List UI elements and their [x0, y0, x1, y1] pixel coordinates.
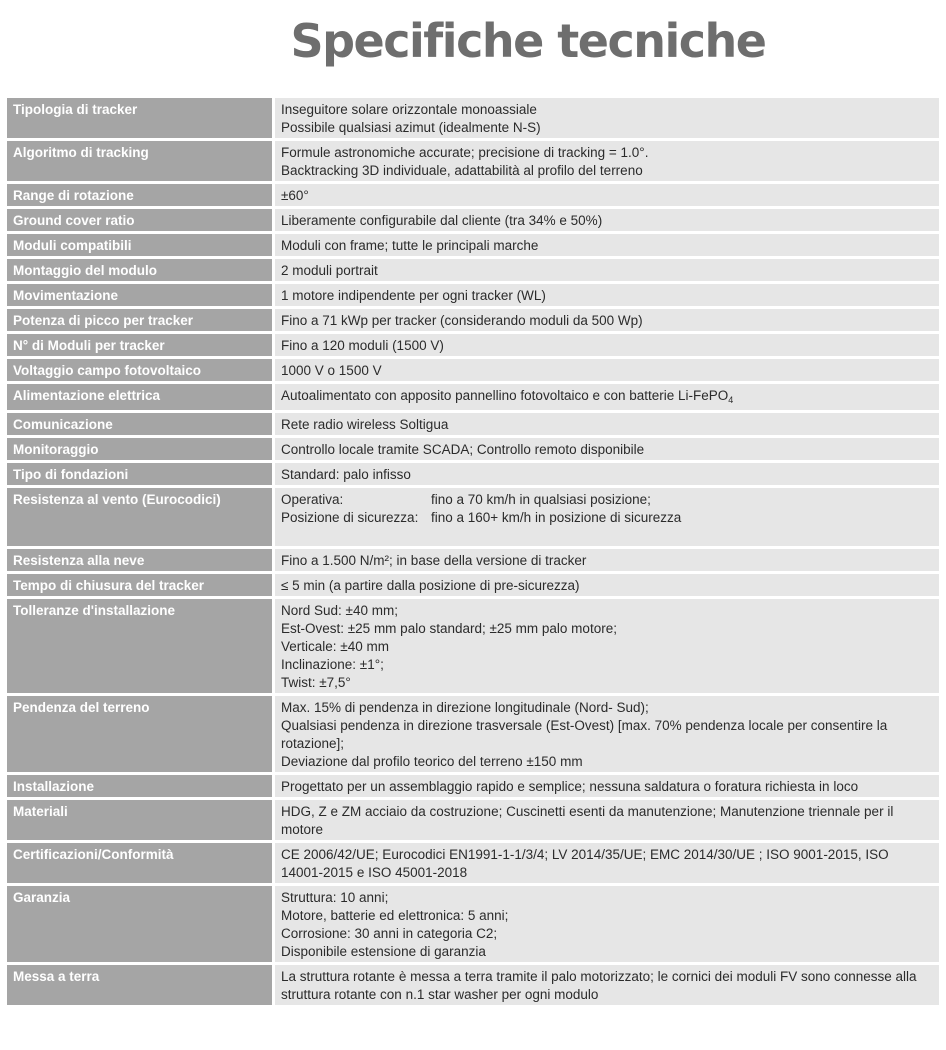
spec-sub-value: fino a 160+ km/h in posizione di sicurezza: [431, 510, 682, 525]
spec-value: [275, 284, 939, 306]
spec-label: Ground cover ratio: [7, 209, 275, 231]
spec-value: [275, 696, 939, 772]
spec-value-text: Possibile qualsiasi azimut (idealmente N-S): [281, 120, 541, 135]
spec-row: [7, 413, 939, 435]
spec-value-text: Twist: ±7,5°: [281, 675, 351, 690]
spec-value-text: Liberamente configurabile dal cliente (tra 34% e 50%): [281, 213, 603, 228]
spec-value-text: Disponibile estensione di garanzia: [281, 944, 486, 959]
spec-value-text: La struttura rotante è messa a terra tramite il palo motorizzato; le cornici dei moduli FV sono connesse alla struttura rotante con n.1 star washer per ogni modulo: [281, 969, 917, 1002]
spec-value-line: [281, 907, 933, 925]
spec-value-line: [281, 491, 933, 509]
spec-value: [275, 359, 939, 381]
spec-value-text: Standard: palo infisso: [281, 467, 411, 482]
spec-row: [7, 334, 939, 356]
spec-value-line: [281, 441, 933, 459]
spec-value-line: [281, 237, 933, 255]
spec-value: [275, 259, 939, 281]
spec-value-text: Fino a 1.500 N/m²; in base della versione di tracker: [281, 553, 587, 568]
spec-value-line: [281, 287, 933, 305]
spec-value-line: [281, 753, 933, 771]
spec-row: [7, 141, 939, 181]
spec-row: [7, 775, 939, 797]
spec-value-line: [281, 552, 933, 570]
spec-value: [275, 886, 939, 962]
spec-value-text: Formule astronomiche accurate; precisione di tracking = 1.0°.: [281, 145, 649, 160]
spec-label: Comunicazione: [7, 413, 275, 435]
spec-row: [7, 438, 939, 460]
spec-value-line: [281, 778, 933, 796]
spec-value-line: [281, 337, 933, 355]
spec-value-text: 1000 V o 1500 V: [281, 363, 382, 378]
spec-value-line: [281, 717, 933, 753]
spec-label: Moduli compatibili: [7, 234, 275, 256]
spec-row: [7, 965, 939, 1005]
spec-value-line: [281, 577, 933, 595]
spec-row: [7, 549, 939, 571]
spec-row: [7, 574, 939, 596]
spec-value-line: [281, 509, 933, 527]
spec-label: Tempo di chiusura del tracker: [7, 574, 275, 596]
spec-value-text: Rete radio wireless Soltigua: [281, 417, 449, 432]
spec-label: Resistenza al vento (Eurocodici): [7, 488, 275, 546]
spec-value: [275, 413, 939, 435]
spec-value-text: Fino a 71 kWp per tracker (considerando moduli da 500 Wp): [281, 313, 643, 328]
spec-row: [7, 488, 939, 546]
spec-label: N° di Moduli per tracker: [7, 334, 275, 356]
spec-value: [275, 98, 939, 138]
spec-label: Messa a terra: [7, 965, 275, 1005]
spec-value-line: [281, 466, 933, 484]
spec-row: [7, 696, 939, 772]
spec-value-line: [281, 144, 933, 162]
spec-value: [275, 965, 939, 1005]
spec-label: Tipologia di tracker: [7, 98, 275, 138]
spec-value-text: Corrosione: 30 anni in categoria C2;: [281, 926, 498, 941]
spec-label: Garanzia: [7, 886, 275, 962]
spec-label: Montaggio del modulo: [7, 259, 275, 281]
spec-value-line: [281, 212, 933, 230]
spec-label: Materiali: [7, 800, 275, 840]
spec-value: [275, 574, 939, 596]
spec-value-line: [281, 187, 933, 205]
spec-label: Monitoraggio: [7, 438, 275, 460]
spec-value: [275, 463, 939, 485]
spec-value-line: [281, 925, 933, 943]
spec-value-text: Progettato per un assemblaggio rapido e semplice; nessuna saldatura o foratura richiesta in loco: [281, 779, 859, 794]
spec-value-text: Max. 15% di pendenza in direzione longitudinale (Nord- Sud);: [281, 700, 649, 715]
spec-value: [275, 384, 939, 410]
spec-value-line: [281, 312, 933, 330]
subscript: 4: [728, 395, 734, 405]
spec-row: [7, 259, 939, 281]
spec-value: [275, 234, 939, 256]
spec-value-text: Autoalimentato con apposito pannellino fotovoltaico e con batterie Li-FePO: [281, 388, 729, 403]
spec-sub-label: Posizione di sicurezza:: [281, 510, 419, 525]
spec-value: [275, 549, 939, 571]
spec-label: Installazione: [7, 775, 275, 797]
spec-value-line: [281, 803, 933, 839]
spec-value-text: Deviazione dal profilo teorico del terreno ±150 mm: [281, 754, 583, 769]
spec-value-text: HDG, Z e ZM acciaio da costruzione; Cuscinetti esenti da manutenzione; Manutenzione triennale per il motore: [281, 804, 894, 837]
spec-label: Resistenza alla neve: [7, 549, 275, 571]
spec-value-line: [281, 262, 933, 280]
spec-value-text: Moduli con frame; tutte le principali marche: [281, 238, 539, 253]
spec-value-line: [281, 362, 933, 380]
spec-value: [275, 184, 939, 206]
spec-value-line: [281, 620, 933, 638]
spec-value-text: 2 moduli portrait: [281, 263, 378, 278]
spec-value-text: ≤ 5 min (a partire dalla posizione di pre-sicurezza): [281, 578, 580, 593]
spec-value-text: Qualsiasi pendenza in direzione trasversale (Est-Ovest) [max. 70% pendenza locale per consentire la rotazione];: [281, 718, 888, 751]
spec-sub-value: fino a 70 km/h in qualsiasi posizione;: [431, 492, 651, 507]
spec-label: Tipo di fondazioni: [7, 463, 275, 485]
spec-value: [275, 334, 939, 356]
spec-value: [275, 141, 939, 181]
spec-value-text: ±60°: [281, 188, 309, 203]
spec-value-line: [281, 638, 933, 656]
spec-value-text: Inclinazione: ±1°;: [281, 657, 384, 672]
spec-row: [7, 184, 939, 206]
spec-value-text: Est-Ovest: ±25 mm palo standard; ±25 mm palo motore;: [281, 621, 617, 636]
page-title: Specifiche tecniche: [290, 14, 766, 68]
spec-label: Pendenza del terreno: [7, 696, 275, 772]
spec-row: [7, 886, 939, 962]
spec-row: [7, 234, 939, 256]
spec-value: [275, 843, 939, 883]
spec-row: [7, 463, 939, 485]
spec-value-line: [281, 387, 933, 409]
spec-value-line: [281, 162, 933, 180]
spec-value: [275, 800, 939, 840]
spec-value-text: 1 motore indipendente per ogni tracker (WL): [281, 288, 546, 303]
spec-value-text: Controllo locale tramite SCADA; Controllo remoto disponibile: [281, 442, 645, 457]
spec-label: Algoritmo di tracking: [7, 141, 275, 181]
spec-value-line: [281, 416, 933, 434]
spec-row: [7, 284, 939, 306]
spec-label: Certificazioni/Conformità: [7, 843, 275, 883]
spec-value: [275, 488, 939, 546]
spec-value-line: [281, 889, 933, 907]
spec-value-line: [281, 943, 933, 961]
specs-table: [7, 95, 939, 1008]
spec-value: [275, 209, 939, 231]
spec-value-text: Backtracking 3D individuale, adattabilità al profilo del terreno: [281, 163, 643, 178]
spec-value-text: Nord Sud: ±40 mm;: [281, 603, 398, 618]
spec-value-text: Struttura: 10 anni;: [281, 890, 389, 905]
spec-row: [7, 359, 939, 381]
spec-value-text: Motore, batterie ed elettronica: 5 anni;: [281, 908, 509, 923]
spec-row: [7, 843, 939, 883]
spec-value-line: [281, 119, 933, 137]
spec-value-text: CE 2006/42/UE; Eurocodici EN1991-1-1/3/4; LV 2014/35/UE; EMC 2014/30/UE ; ISO 9001-2015, ISO 14001-2015 e ISO 45001-2018: [281, 847, 889, 880]
spec-value-text: Verticale: ±40 mm: [281, 639, 389, 654]
spec-row: [7, 599, 939, 693]
spec-row: [7, 309, 939, 331]
spec-value: [275, 309, 939, 331]
spec-value: [275, 775, 939, 797]
spec-label: Alimentazione elettrica: [7, 384, 275, 410]
spec-row: [7, 209, 939, 231]
spec-value-line: [281, 699, 933, 717]
spec-sub-label: Operativa:: [281, 492, 344, 507]
spec-label: Movimentazione: [7, 284, 275, 306]
spec-value-line: [281, 602, 933, 620]
spec-label: Range di rotazione: [7, 184, 275, 206]
spec-label: Voltaggio campo fotovoltaico: [7, 359, 275, 381]
spec-value-text: Fino a 120 moduli (1500 V): [281, 338, 444, 353]
spec-label: Tolleranze d'installazione: [7, 599, 275, 693]
spec-value-text: Inseguitore solare orizzontale monoassiale: [281, 102, 537, 117]
spec-value-line: [281, 968, 933, 1004]
spec-value-line: [281, 101, 933, 119]
spec-label: Potenza di picco per tracker: [7, 309, 275, 331]
spacer: [281, 527, 933, 545]
spec-value: [275, 438, 939, 460]
spec-row: [7, 384, 939, 410]
spec-value-line: [281, 674, 933, 692]
spec-row: [7, 800, 939, 840]
spec-value: [275, 599, 939, 693]
spec-value-line: [281, 656, 933, 674]
spec-value-line: [281, 846, 933, 882]
spec-row: [7, 98, 939, 138]
